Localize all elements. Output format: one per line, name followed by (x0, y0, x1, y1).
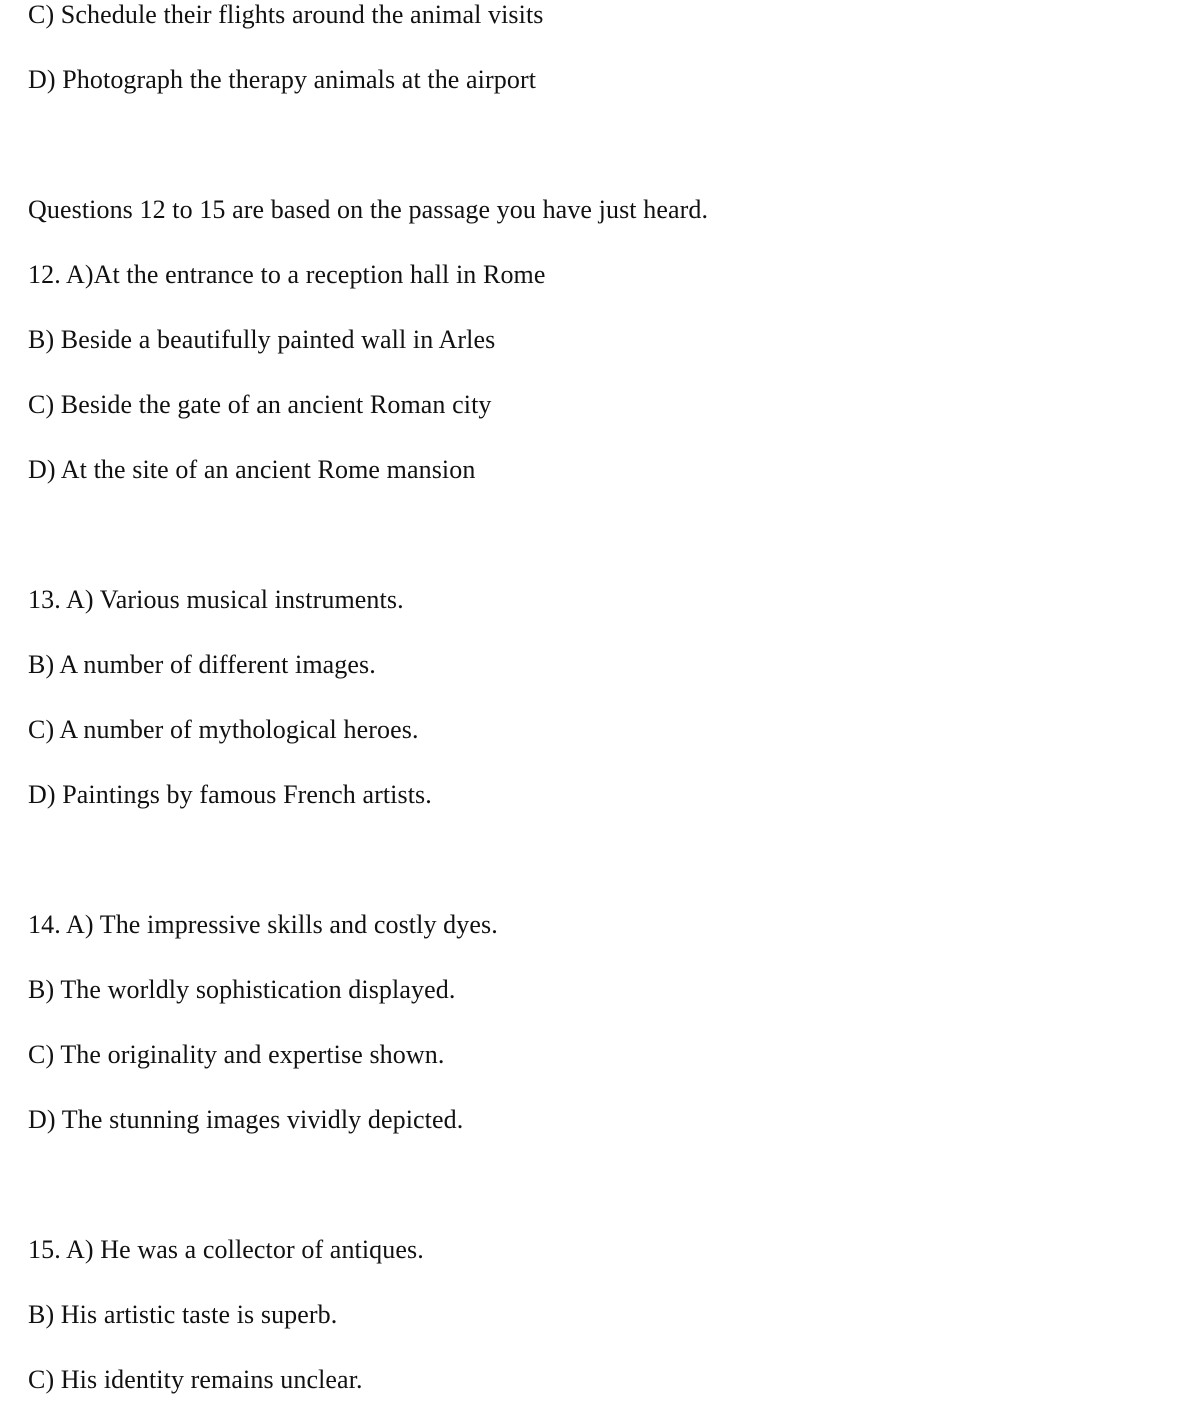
q15-option-a: 15. A) He was a collector of antiques. (28, 1235, 424, 1264)
q13-option-b: B) A number of different images. (28, 650, 376, 679)
q15-option-c: C) His identity remains unclear. (28, 1365, 363, 1394)
q14-option-a: 14. A) The impressive skills and costly dyes. (28, 910, 498, 939)
q14-option-d: D) The stunning images vividly depicted. (28, 1105, 464, 1134)
q12-option-a: 12. A)At the entrance to a reception hall in Rome (28, 260, 546, 289)
q12-option-b: B) Beside a beautifully painted wall in Arles (28, 325, 496, 354)
q14-option-b: B) The worldly sophistication displayed. (28, 975, 456, 1004)
q15-option-b: B) His artistic taste is superb. (28, 1300, 338, 1329)
q14-option-c: C) The originality and expertise shown. (28, 1040, 445, 1069)
section-intro: Questions 12 to 15 are based on the passage you have just heard. (28, 195, 709, 224)
q12-option-d: D) At the site of an ancient Rome mansion (28, 455, 476, 484)
q12-option-c: C) Beside the gate of an ancient Roman city (28, 390, 492, 419)
q13-option-a: 13. A) Various musical instruments. (28, 585, 404, 614)
q13-option-c: C) A number of mythological heroes. (28, 715, 419, 744)
q13-option-d: D) Paintings by famous French artists. (28, 780, 432, 809)
q11-option-c: C) Schedule their flights around the animal visits (28, 0, 544, 29)
q11-option-d: D) Photograph the therapy animals at the airport (28, 65, 537, 94)
